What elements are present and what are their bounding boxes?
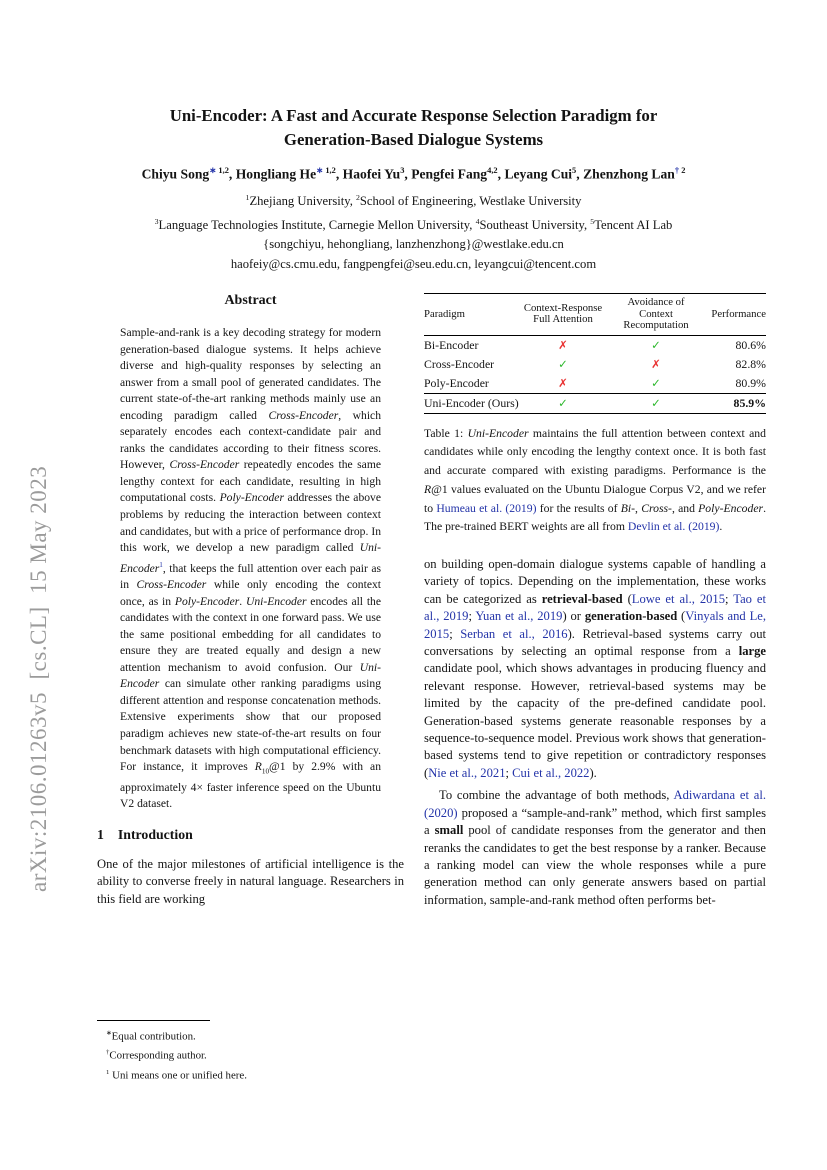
- text-segment: 2: [356, 193, 360, 202]
- citation-link[interactable]: Devlin et al. (2019): [627, 520, 720, 534]
- section-heading-introduction: [97, 827, 404, 843]
- text-segment: can simulate other ranking paradigms using different attention and response concatenation methods. Extensive experiments show that our proposed paradigm achieves new state-of-the-art results on four benchmark datasets with high computational efficiency. For instance, it improves: [120, 677, 381, 774]
- text-segment: , and: [671, 501, 699, 515]
- text-segment: , Hongliang He: [228, 166, 317, 182]
- footnote-uni-meaning: [97, 1065, 404, 1084]
- right-column: [424, 293, 766, 909]
- text-segment: 4: [475, 216, 480, 226]
- check-icon: ✓: [651, 376, 661, 391]
- citation-link[interactable]: Adiwardana et al. (2020): [424, 788, 766, 820]
- email-line-1: {songchiyu, hehongliang, lanzhenzhong}@westlake.edu.cn: [263, 237, 564, 252]
- arxiv-watermark: arXiv:2106.01263v5 [cs.CL] 15 May 2023: [26, 465, 51, 892]
- body-paragraph-2: [424, 787, 766, 909]
- footnote-equal-contribution: [97, 1026, 404, 1045]
- check-icon: ✓: [651, 396, 661, 411]
- text-segment: ;: [468, 609, 476, 624]
- table-caption: [424, 425, 766, 537]
- citation-link[interactable]: †: [674, 165, 682, 175]
- cell-paradigm: Cross-Encoder: [424, 356, 495, 371]
- text-segment: R: [424, 482, 432, 496]
- check-icon: ✓: [651, 338, 661, 353]
- text-segment: Chiyu Song: [141, 166, 210, 182]
- text-segment: 4,2: [487, 165, 498, 175]
- text-segment: Table 1:: [424, 426, 468, 440]
- table-row: [424, 374, 766, 393]
- text-segment: , which separately encodes each context-candidate pair and ranks the candidates according to their fitness scores. However,: [120, 408, 381, 472]
- citation-link[interactable]: Nie et al., 2021: [428, 765, 506, 780]
- cell-paradigm: Uni-Encoder (Ours): [424, 395, 519, 410]
- citation-link[interactable]: 1: [159, 560, 163, 569]
- cell-paradigm: Poly-Encoder: [424, 375, 489, 390]
- cross-icon: ✗: [651, 357, 661, 372]
- text-segment: (: [677, 609, 686, 624]
- text-segment: Poly-Encoder: [174, 594, 240, 608]
- citation-link[interactable]: Tao et al., 2019: [424, 591, 766, 624]
- text-segment: candidate pool, which shows advantages in producing fluency and relevant response. However, retrieval-based systems may be limited by the capacity of the pre-defined candidate pool. Generation-based systems generate reasonable responses by a sequence-to-sequence model. Previous work shows that generation-based systems tend to give repetition or contradictory responses (: [424, 661, 766, 780]
- text-segment: repeatedly encodes the same lengthy context for each candidate, resulting in high computational costs.: [120, 458, 381, 505]
- text-segment: on building open-domain dialogue systems capable of handling a variety of topics. Depending on the implementation, these works can be categorized as: [424, 557, 766, 606]
- text-segment: generation-based: [584, 609, 678, 624]
- footnote-rule: [97, 1020, 210, 1021]
- cell-paradigm: Bi-Encoder: [424, 337, 479, 352]
- text-segment: 3: [154, 216, 159, 226]
- check-icon: ✓: [558, 357, 568, 372]
- text-segment: ;: [505, 765, 513, 780]
- cross-icon: ✗: [558, 376, 568, 391]
- text-segment: ;: [725, 591, 734, 606]
- text-segment: ;: [449, 626, 461, 641]
- cross-icon: ✗: [558, 338, 568, 353]
- check-icon: ✓: [558, 396, 568, 411]
- text-segment: 3: [400, 165, 405, 175]
- text-segment: @1 values evaluated on the Ubuntu Dialogue Corpus V2, and we refer to: [424, 482, 766, 515]
- text-segment: ,: [635, 501, 642, 515]
- cell-performance: 82.8%: [735, 356, 766, 371]
- section-number: 1: [97, 827, 104, 843]
- text-segment: One of the major milestones of artificial intelligence is the ability to converse freely in natural language. Researchers in this field are working: [97, 857, 404, 906]
- section-title: Introduction: [117, 827, 193, 843]
- text-segment: Uni means one or unified here.: [109, 1069, 247, 1082]
- abstract-body: [120, 325, 381, 813]
- citation-link[interactable]: ∗: [316, 165, 326, 175]
- table-row: [424, 355, 766, 374]
- text-segment: 10: [261, 767, 270, 776]
- text-segment: , Pengfei Fang: [404, 166, 488, 182]
- text-segment: Equal contribution.: [111, 1030, 196, 1043]
- text-segment: Poly-Encoder: [219, 491, 284, 505]
- text-segment: Tencent AI Lab: [594, 217, 673, 232]
- citation-link[interactable]: Vinyals and Le, 2015: [424, 609, 767, 641]
- text-segment: large: [738, 644, 766, 659]
- text-segment: †: [106, 1049, 110, 1057]
- text-segment: addresses the above problems by reducing the interaction between context and candidates, but with a price of performance drop. In this work, we develop a new paradigm called: [120, 491, 381, 555]
- affiliations-block: [0, 188, 827, 274]
- paradigm-table: [424, 293, 766, 414]
- email-line-2: haofeiy@cs.cmu.edu, fangpengfei@seu.edu.cn, leyangcui@tencent.com: [230, 256, 597, 271]
- text-segment: R: [254, 760, 262, 774]
- text-segment: Cross-Encoder: [169, 458, 240, 472]
- text-segment: , Leyang Cui: [497, 166, 573, 182]
- text-segment: To combine the advantage of both methods,: [439, 788, 674, 803]
- citation-link[interactable]: Serban et al., 2016: [460, 626, 568, 641]
- text-segment: (: [622, 591, 632, 606]
- text-segment: 2: [681, 165, 686, 175]
- text-segment: retrieval-based: [541, 591, 623, 606]
- text-segment: Corresponding author.: [109, 1050, 207, 1063]
- table-header-paradigm: Paradigm: [424, 307, 465, 320]
- citation-link[interactable]: Humeau et al. (2019): [436, 501, 537, 515]
- text-segment: Cross-Encoder: [268, 408, 339, 422]
- table-row: [424, 336, 766, 355]
- text-segment: 1: [106, 1068, 110, 1076]
- text-segment: ).: [589, 765, 597, 780]
- text-segment: pool of candidate responses from the generator and then reranks the candidates to get the best response by a ranker. Because a ranking model can view the whole responses while a pure generation method can only generate answers based on partial information, sample-and-rank method often performs bet-: [424, 823, 766, 907]
- affiliation-line-1: [0, 188, 827, 212]
- text-segment: , Haofei Yu: [335, 166, 401, 182]
- citation-link[interactable]: Lowe et al., 2015: [631, 591, 726, 606]
- table-header-full-attention: Context-Response Full Attention: [523, 301, 603, 326]
- text-segment: Cross-Encoder: [136, 578, 207, 592]
- text-segment: 1: [245, 193, 250, 202]
- text-segment: School of Engineering, Westlake University: [359, 194, 582, 209]
- text-segment: 1,2: [218, 165, 229, 175]
- text-segment: Uni-Encoder: [120, 660, 381, 691]
- body-paragraph-1: [424, 556, 766, 782]
- text-segment: Zhejiang University,: [249, 194, 356, 209]
- paradigm-table-rows: [424, 336, 766, 413]
- citation-link[interactable]: ∗: [209, 165, 219, 175]
- text-segment: 5: [572, 165, 577, 175]
- affiliation-line-2: [0, 212, 827, 236]
- footnotes-block: [97, 1020, 404, 1084]
- table-header-avoid-recompute: Avoidance of Context Recomputation: [623, 296, 689, 332]
- text-segment: Bi-: [620, 501, 636, 515]
- paper-title: [0, 104, 827, 152]
- citation-link[interactable]: Cui et al., 2022: [512, 765, 590, 780]
- text-segment: small: [434, 823, 464, 838]
- text-segment: ∗: [106, 1030, 112, 1037]
- text-segment: .: [239, 594, 246, 608]
- text-segment: ). Retrieval-based systems carry out conversations by selecting an optimal response from a: [424, 626, 766, 659]
- table-row: [424, 393, 766, 413]
- text-segment: proposed a “sample-and-rank” method, which first samples a: [424, 805, 766, 838]
- paper-title-line2: Generation-Based Dialogue Systems: [283, 130, 544, 149]
- text-segment: @1 by 2.9% with an approximately 4× faster inference speed on the Ubuntu V2 dataset.: [120, 760, 381, 811]
- table-header-row: [424, 294, 766, 336]
- left-column: [97, 293, 404, 908]
- text-segment: , Zhenzhong Lan: [576, 166, 675, 182]
- footnote-corresponding-author: [97, 1045, 404, 1064]
- text-segment: Language Technologies Institute, Carnegie Mellon University,: [158, 217, 476, 232]
- author-line: [0, 165, 827, 183]
- text-segment: ) or: [562, 609, 585, 624]
- paper-title-line1: Uni-Encoder: A Fast and Accurate Response Selection Paradigm for: [169, 106, 658, 125]
- text-segment: 5: [590, 216, 595, 226]
- intro-paragraph: [97, 856, 404, 908]
- text-segment: maintains the full attention between context and candidates while only encoding the lengthy context once. It is both fast and accurate compared with existing paradigms. Performance is the: [424, 426, 766, 478]
- text-segment: Poly-Encoder: [698, 501, 764, 515]
- text-segment: Uni-Encoder: [120, 541, 381, 575]
- text-segment: Southeast University,: [479, 217, 591, 232]
- text-segment: Uni-Encoder: [467, 426, 529, 440]
- citation-link[interactable]: Yuan et al., 2019: [475, 609, 563, 624]
- text-segment: .: [719, 520, 723, 534]
- cell-performance: 85.9%: [733, 395, 766, 410]
- cell-performance: 80.6%: [735, 337, 766, 352]
- text-segment: Cross-: [641, 501, 672, 515]
- text-segment: . The pre-trained BERT weights are all from: [424, 501, 766, 534]
- text-segment: Sample-and-rank is a key decoding strategy for modern generation-based dialogue systems. It helps achieve diverse and high-quality responses by selecting an answer from a small pool of generated candidates. The current state-of-the-art ranking methods mainly use an encoding paradigm called: [120, 326, 381, 422]
- text-segment: , that keeps the full attention over each pair as in: [120, 561, 381, 592]
- abstract-heading: Abstract: [224, 293, 277, 308]
- text-segment: encodes all the candidates with the context in one forward pass. We use the same positional embedding for all candidates to ensure they are treated equally and design a new attention mechanism to avoid confusion. Our: [120, 594, 381, 674]
- text-segment: 1,2: [325, 165, 336, 175]
- text-segment: Uni-Encoder: [245, 594, 307, 608]
- text-segment: for the results of: [536, 501, 621, 515]
- cell-performance: 80.9%: [735, 375, 766, 390]
- table-header-performance: Performance: [711, 307, 766, 320]
- text-segment: while only encoding the context once, as in: [120, 578, 381, 608]
